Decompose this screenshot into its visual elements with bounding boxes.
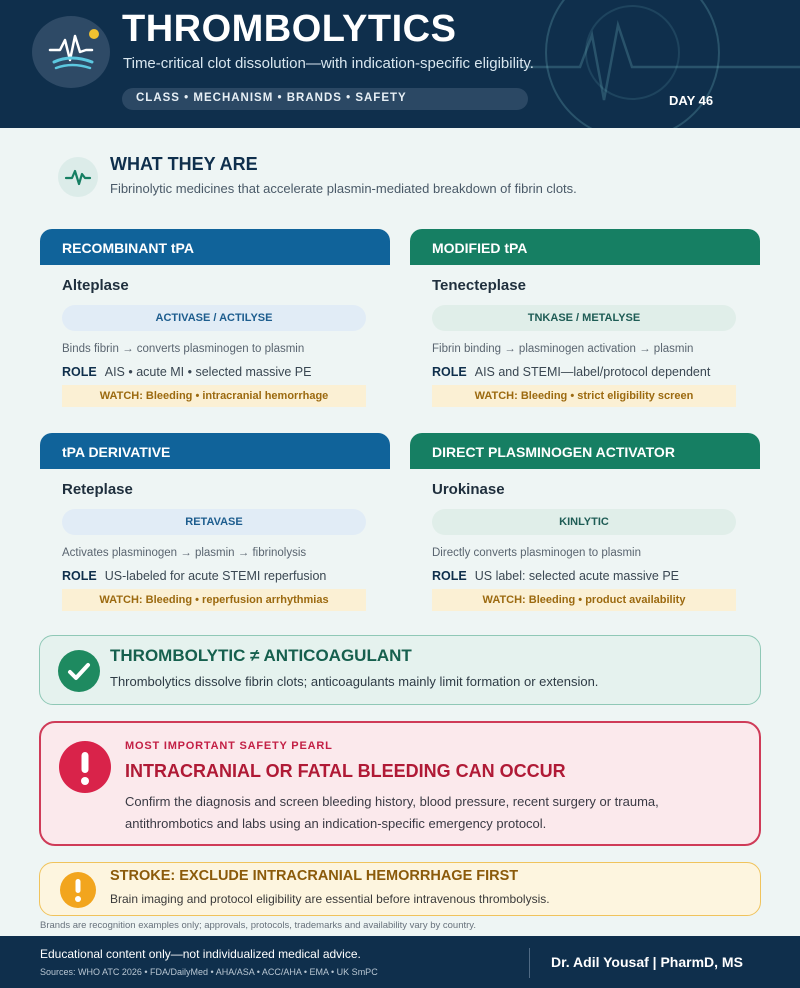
footer-disclaimer: Educational content only—not individualized medical advice. — [40, 947, 361, 961]
role-line — [432, 365, 710, 379]
role-label: ROLE — [62, 569, 97, 583]
role-text: AIS • acute MI • selected massive PE — [104, 365, 312, 379]
safety-pearl-title: INTRACRANIAL OR FATAL BLEEDING CAN OCCUR — [125, 761, 566, 781]
topic-tagline: CLASS • MECHANISM • BRANDS • SAFETY — [122, 88, 528, 110]
footer-sources: Sources: WHO ATC 2026 • FDA/DailyMed • AHA/ASA • ACC/AHA • EMA • UK SmPC — [40, 967, 378, 977]
drug-name: Urokinase — [432, 481, 505, 498]
watch-warning: WATCH: Bleeding • reperfusion arrhythmias — [62, 589, 366, 611]
brands-footnote: Brands are recognition examples only; approvals, protocols, trademarks and availability vary by country. — [40, 920, 476, 931]
card-class-header: MODIFIED tPA — [410, 229, 760, 265]
footer-bar — [0, 936, 800, 988]
stroke-text: Brain imaging and protocol eligibility are essential before intravenous thrombolysis. — [110, 892, 550, 906]
warning-icon — [60, 872, 96, 908]
drug-card-reteplase — [40, 433, 390, 615]
heartbeat-icon — [58, 157, 98, 197]
decorative-ecg-icon — [520, 5, 800, 115]
brand-pill: KINLYTIC — [432, 509, 736, 535]
brand-pill: ACTIVASE / ACTILYSE — [62, 305, 366, 331]
card-class-header: DIRECT PLASMINOGEN ACTIVATOR — [410, 433, 760, 469]
page-title: THROMBOLYTICS — [122, 8, 457, 50]
checkmark-icon — [58, 650, 100, 692]
mechanism-text: Fibrin binding → plasminogen activation → plasmin — [432, 343, 694, 355]
stroke-callout — [39, 862, 761, 916]
drug-name: Tenecteplase — [432, 277, 526, 294]
drug-card-alteplase — [40, 229, 390, 411]
header-banner — [0, 0, 800, 128]
mechanism-text: Binds fibrin → converts plasminogen to plasmin — [62, 343, 305, 355]
safety-pearl-kicker: MOST IMPORTANT SAFETY PEARL — [125, 740, 333, 752]
role-line — [432, 569, 679, 583]
drug-card-urokinase — [410, 433, 760, 615]
safety-pearl-text: Confirm the diagnosis and screen bleeding history, blood pressure, recent surgery or trauma, antithrombotics and labs using an indication-specific emergency protocol. — [125, 794, 659, 831]
comparison-title: THROMBOLYTIC ≠ ANTICOAGULANT — [110, 646, 412, 665]
role-text: US-labeled for acute STEMI reperfusion — [104, 569, 327, 583]
watch-warning: WATCH: Bleeding • product availability — [432, 589, 736, 611]
day-badge: DAY 46 — [669, 93, 714, 108]
section-title-what-they-are: WHAT THEY ARE — [110, 154, 258, 174]
role-label: ROLE — [62, 365, 97, 379]
role-text: US label: selected acute massive PE — [474, 569, 680, 583]
drug-card-tenecteplase — [410, 229, 760, 411]
safety-pearl-callout — [39, 721, 761, 846]
mechanism-text: Directly converts plasminogen to plasmin — [432, 547, 642, 559]
watch-warning: WATCH: Bleeding • strict eligibility screen — [432, 385, 736, 407]
watch-warning: WATCH: Bleeding • intracranial hemorrhage — [62, 385, 366, 407]
exclamation-icon — [59, 741, 111, 793]
page-subtitle: Time-critical clot dissolution—with indication-specific eligibility. — [123, 55, 534, 72]
role-line — [62, 365, 312, 379]
mechanism-text: Activates plasminogen → plasmin → fibrinolysis — [62, 547, 307, 559]
role-line — [62, 569, 326, 583]
brand-pill: TNKASE / METALYSE — [432, 305, 736, 331]
drug-name: Alteplase — [62, 277, 129, 294]
pulse-wave-icon — [32, 16, 110, 88]
footer-divider — [529, 948, 530, 978]
section-description: Fibrinolytic medicines that accelerate plasmin-mediated breakdown of fibrin clots. — [110, 181, 577, 196]
role-label: ROLE — [432, 569, 467, 583]
drug-name: Reteplase — [62, 481, 133, 498]
comparison-text: Thrombolytics dissolve fibrin clots; anticoagulants mainly limit formation or extension. — [110, 674, 599, 689]
author-credit: Dr. Adil Yousaf | PharmD, MS — [551, 954, 743, 970]
role-text: AIS and STEMI—label/protocol dependent — [474, 365, 711, 379]
card-class-header: tPA DERIVATIVE — [40, 433, 390, 469]
stroke-title: STROKE: EXCLUDE INTRACRANIAL HEMORRHAGE FIRST — [110, 868, 519, 884]
comparison-callout — [39, 635, 761, 705]
role-label: ROLE — [432, 365, 467, 379]
brand-pill: RETAVASE — [62, 509, 366, 535]
card-class-header: RECOMBINANT tPA — [40, 229, 390, 265]
